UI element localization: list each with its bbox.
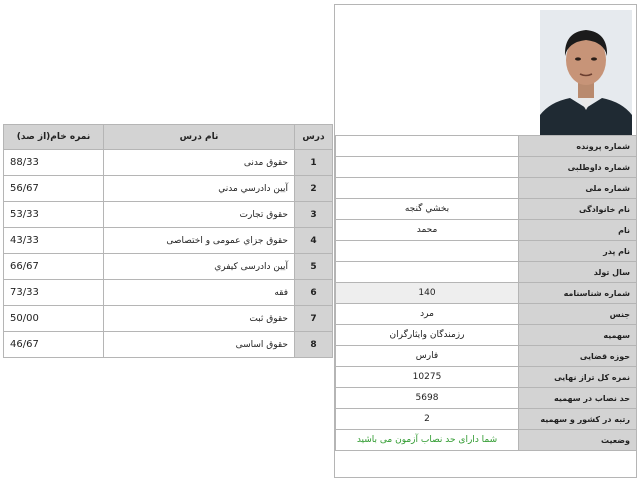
profile-row-quota-threshold [336,388,637,409]
father-name-value [336,241,519,262]
profile-row-file-number [336,136,637,157]
table-row [4,150,333,176]
table-row [4,254,333,280]
final-score-label: نمره کل تراز نهایی [519,367,637,388]
profile-row-applicant-number [336,157,637,178]
applicant-number-value [336,157,519,178]
profile-row-status [336,430,637,451]
profile-row-final-score [336,367,637,388]
first-name-value: محمد [336,220,519,241]
course-name: حقوق جزاي عمومی و اختصاصی [104,228,295,254]
id-number-value: 140 [336,283,519,304]
course-name: آيين دادرسی كيفري [104,254,295,280]
course-score: 73/33 [4,280,104,306]
applicant-number-label: شماره داوطلبی [519,157,637,178]
table-row [4,202,333,228]
profile-row-father-name [336,241,637,262]
profile-row-birth-year [336,262,637,283]
quota-threshold-value: 5698 [336,388,519,409]
birth-year-label: سال تولد [519,262,637,283]
father-name-label: نام پدر [519,241,637,262]
course-score: 46/67 [4,332,104,358]
course-score: 50/00 [4,306,104,332]
row-index: 7 [295,306,333,332]
course-score: 53/33 [4,202,104,228]
profile-row-id-number [336,283,637,304]
header-index: درس [295,125,333,150]
course-name: حقوق تجارت [104,202,295,228]
file-number-value [336,136,519,157]
scores-table [3,124,333,358]
profile-table [335,135,637,451]
rank-value: 2 [336,409,519,430]
scores-header-row [4,125,333,150]
course-name: حقوق مدنی [104,150,295,176]
person-photo-icon [540,10,632,137]
header-raw-score: نمره خام(از صد) [4,125,104,150]
course-score: 66/67 [4,254,104,280]
status-label: وضعیت [519,430,637,451]
file-number-label: شماره پرونده [519,136,637,157]
national-id-value [336,178,519,199]
table-row [4,176,333,202]
row-index: 8 [295,332,333,358]
table-row [4,228,333,254]
course-name: آيين دادرسي مدني [104,176,295,202]
course-name: حقوق ثبت [104,306,295,332]
row-index: 1 [295,150,333,176]
quota-label: سهمیه [519,325,637,346]
first-name-label: نام [519,220,637,241]
final-score-value: 10275 [336,367,519,388]
course-score: 43/33 [4,228,104,254]
profile-row-last-name [336,199,637,220]
row-index: 5 [295,254,333,280]
profile-row-judicial-district [336,346,637,367]
row-index: 4 [295,228,333,254]
course-score: 88/33 [4,150,104,176]
row-index: 6 [295,280,333,306]
course-score: 56/67 [4,176,104,202]
header-course-name: نام درس [104,125,295,150]
status-value: شما دارای حد نصاب آزمون می باشید [336,430,519,451]
judicial-district-label: حوزه قضایی [519,346,637,367]
profile-row-rank [336,409,637,430]
table-row [4,306,333,332]
birth-year-value [336,262,519,283]
profile-row-national-id [336,178,637,199]
judicial-district-value: فارس [336,346,519,367]
gender-value: مرد [336,304,519,325]
national-id-label: شماره ملی [519,178,637,199]
row-index: 3 [295,202,333,228]
profile-row-quota [336,325,637,346]
course-name: حقوق اساسی [104,332,295,358]
profile-photo [540,10,632,137]
row-index: 2 [295,176,333,202]
profile-row-first-name [336,220,637,241]
gender-label: جنس [519,304,637,325]
quota-threshold-label: حد نصاب در سهمیه [519,388,637,409]
id-number-label: شماره شناسنامه [519,283,637,304]
last-name-value: بخشي گنجه [336,199,519,220]
quota-value: رزمندگان وايثارگران [336,325,519,346]
rank-label: رتبه در کشور و سهمیه [519,409,637,430]
course-name: فقه [104,280,295,306]
table-row [4,280,333,306]
table-row [4,332,333,358]
profile-row-gender [336,304,637,325]
last-name-label: نام خانوادگی [519,199,637,220]
